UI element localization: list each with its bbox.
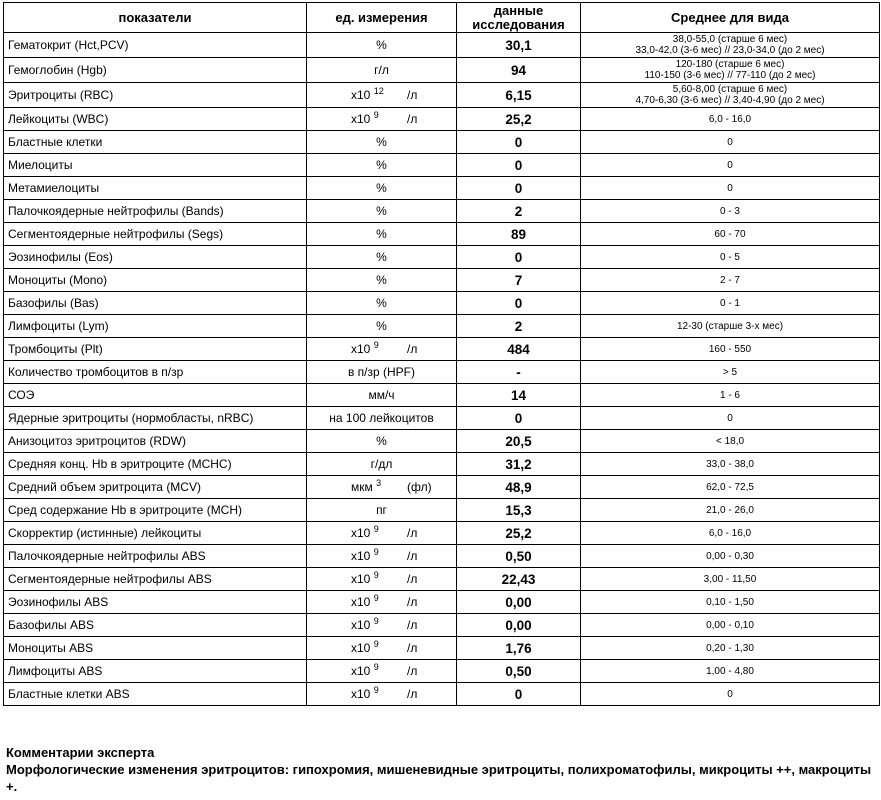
row-value: 15,3 xyxy=(457,499,581,522)
row-name: Ядерные эритроциты (нормобласты, nRBC) xyxy=(4,407,307,430)
row-reference xyxy=(581,568,880,591)
row-reference xyxy=(581,33,880,58)
unit-base: x10 xyxy=(351,572,371,586)
table-row xyxy=(4,200,880,223)
row-unit xyxy=(307,522,457,545)
reference-line: 5,60-8,00 (старше 6 мес) xyxy=(672,84,788,95)
unit-exponent: 9 xyxy=(373,639,379,649)
row-reference xyxy=(581,499,880,522)
reference-line: 33,0-42,0 (3-6 мес) // 23,0-34,0 (до 2 мес) xyxy=(635,45,825,56)
row-reference xyxy=(581,292,880,315)
row-name: Гемоглобин (Hgb) xyxy=(4,58,307,83)
row-unit xyxy=(307,108,457,131)
unit-exponent: 9 xyxy=(373,340,379,350)
row-name: Палочкоядерные нейтрофилы (Bands) xyxy=(4,200,307,223)
row-unit: в п/зр (HPF) xyxy=(307,361,457,384)
table-row xyxy=(4,315,880,338)
row-name: Сегментоядерные нейтрофилы (Segs) xyxy=(4,223,307,246)
row-name: Сегментоядерные нейтрофилы ABS xyxy=(4,568,307,591)
table-row xyxy=(4,246,880,269)
row-name: Бластные клетки ABS xyxy=(4,683,307,706)
reference-line: 0,20 - 1,30 xyxy=(706,642,754,654)
row-unit xyxy=(307,83,457,108)
row-unit: % xyxy=(307,177,457,200)
row-name: Средняя конц. Hb в эритроците (MCHC) xyxy=(4,453,307,476)
row-reference xyxy=(581,476,880,499)
row-unit: г/дл xyxy=(307,453,457,476)
row-unit: пг xyxy=(307,499,457,522)
unit-base: x10 xyxy=(351,618,371,632)
table-row xyxy=(4,545,880,568)
row-reference xyxy=(581,430,880,453)
table-row xyxy=(4,660,880,683)
table-row xyxy=(4,384,880,407)
unit-tail: /л xyxy=(407,112,418,126)
row-name: Гематокрит (Hct,PCV) xyxy=(4,33,307,58)
row-name: Эозинофилы ABS xyxy=(4,591,307,614)
reference-line: 0 - 5 xyxy=(719,251,740,263)
unit-base: x10 xyxy=(351,88,371,102)
row-reference xyxy=(581,108,880,131)
comments-text: Морфологические изменения эритроцитов: гипохромия, мишеневидные эритроциты, полихроматофилы, микроциты ++, макроциты +. xyxy=(6,762,872,794)
row-reference xyxy=(581,58,880,83)
row-value: 484 xyxy=(457,338,581,361)
table-row xyxy=(4,131,880,154)
table-row xyxy=(4,338,880,361)
reference-line: 0 xyxy=(727,688,733,700)
row-name: Количество тромбоцитов в п/зр xyxy=(4,361,307,384)
unit-exponent: 12 xyxy=(373,86,384,96)
row-unit: % xyxy=(307,154,457,177)
reference-line: > 5 xyxy=(722,366,738,378)
row-name: Моноциты ABS xyxy=(4,637,307,660)
reference-line: 0 xyxy=(727,159,733,171)
reference-line: 60 - 70 xyxy=(714,228,746,240)
reference-line: 12-30 (старше 3-х мес) xyxy=(676,320,784,332)
reference-line: 3,00 - 11,50 xyxy=(703,573,757,585)
unit-base: x10 xyxy=(351,641,371,655)
row-reference xyxy=(581,384,880,407)
row-value: 0,00 xyxy=(457,614,581,637)
row-value: 2 xyxy=(457,315,581,338)
row-name: Эозинофилы (Eos) xyxy=(4,246,307,269)
table-row xyxy=(4,591,880,614)
table-row xyxy=(4,33,880,58)
row-value: 0 xyxy=(457,246,581,269)
row-unit xyxy=(307,683,457,706)
table-row xyxy=(4,568,880,591)
row-name: Средний объем эритроцита (MCV) xyxy=(4,476,307,499)
reference-line: 6,0 - 16,0 xyxy=(708,527,752,539)
unit-exponent: 9 xyxy=(373,570,379,580)
row-value: 0,50 xyxy=(457,545,581,568)
unit-base: x10 xyxy=(351,342,371,356)
row-value: 6,15 xyxy=(457,83,581,108)
table-row xyxy=(4,223,880,246)
unit-tail: /л xyxy=(407,687,418,701)
row-value: 14 xyxy=(457,384,581,407)
reference-line: 62,0 - 72,5 xyxy=(706,481,754,493)
table-header-row xyxy=(4,3,880,33)
row-value: 22,43 xyxy=(457,568,581,591)
results-table xyxy=(3,2,880,706)
table-row xyxy=(4,407,880,430)
row-name: Лимфоциты (Lym) xyxy=(4,315,307,338)
reference-line: 160 - 550 xyxy=(708,343,752,355)
row-value: 0 xyxy=(457,292,581,315)
unit-tail: /л xyxy=(407,549,418,563)
row-unit xyxy=(307,338,457,361)
table-row xyxy=(4,177,880,200)
row-reference xyxy=(581,660,880,683)
table-row xyxy=(4,292,880,315)
reference-line: 120-180 (старше 6 мес) xyxy=(675,59,785,70)
table-row xyxy=(4,683,880,706)
row-value: 25,2 xyxy=(457,522,581,545)
row-value: 20,5 xyxy=(457,430,581,453)
unit-exponent: 3 xyxy=(376,478,382,488)
row-unit xyxy=(307,591,457,614)
reference-line: 33,0 - 38,0 xyxy=(706,458,754,470)
row-unit: г/л xyxy=(307,58,457,83)
row-unit xyxy=(307,476,457,499)
table-row xyxy=(4,269,880,292)
row-value: 89 xyxy=(457,223,581,246)
row-reference xyxy=(581,361,880,384)
table-row xyxy=(4,83,880,108)
table-row xyxy=(4,430,880,453)
row-unit: на 100 лейкоцитов xyxy=(307,407,457,430)
row-value: 25,2 xyxy=(457,108,581,131)
table-row xyxy=(4,522,880,545)
row-value: 30,1 xyxy=(457,33,581,58)
reference-line: 0,10 - 1,50 xyxy=(706,596,754,608)
row-reference xyxy=(581,269,880,292)
row-value: 0 xyxy=(457,154,581,177)
row-reference xyxy=(581,591,880,614)
reference-line: 0 xyxy=(727,182,733,194)
reference-line: 0,00 - 0,30 xyxy=(706,550,754,562)
row-name: Лейкоциты (WBC) xyxy=(4,108,307,131)
row-unit: % xyxy=(307,315,457,338)
unit-exponent: 9 xyxy=(373,593,379,603)
reference-line: 0 xyxy=(727,412,733,424)
table-row xyxy=(4,499,880,522)
row-value: 0,00 xyxy=(457,591,581,614)
table-row xyxy=(4,476,880,499)
row-reference xyxy=(581,315,880,338)
row-reference xyxy=(581,522,880,545)
reference-line: 6,0 - 16,0 xyxy=(708,113,752,125)
row-reference xyxy=(581,614,880,637)
row-value: 0 xyxy=(457,131,581,154)
row-name: Тромбоциты (Plt) xyxy=(4,338,307,361)
unit-base: x10 xyxy=(351,664,371,678)
row-name: Базофилы (Bas) xyxy=(4,292,307,315)
table-row xyxy=(4,453,880,476)
unit-base: x10 xyxy=(351,526,371,540)
row-unit xyxy=(307,637,457,660)
unit-tail: /л xyxy=(407,342,418,356)
row-unit: % xyxy=(307,223,457,246)
unit-exponent: 9 xyxy=(373,685,379,695)
row-name: Бластные клетки xyxy=(4,131,307,154)
row-reference xyxy=(581,545,880,568)
row-unit xyxy=(307,545,457,568)
row-value: 94 xyxy=(457,58,581,83)
row-value: 7 xyxy=(457,269,581,292)
reference-line: < 18,0 xyxy=(715,435,745,447)
row-unit: мм/ч xyxy=(307,384,457,407)
expert-comments xyxy=(6,744,878,795)
row-reference xyxy=(581,637,880,660)
row-unit xyxy=(307,614,457,637)
row-reference xyxy=(581,131,880,154)
row-value: 0 xyxy=(457,177,581,200)
row-unit: % xyxy=(307,33,457,58)
row-value: 0 xyxy=(457,683,581,706)
header-name: показатели xyxy=(4,3,307,33)
row-value: 1,76 xyxy=(457,637,581,660)
row-reference xyxy=(581,453,880,476)
unit-base: мкм xyxy=(351,480,373,494)
row-reference xyxy=(581,338,880,361)
row-name: Сред содержание Hb в эритроците (MCH) xyxy=(4,499,307,522)
row-reference xyxy=(581,683,880,706)
reference-line: 0 xyxy=(727,136,733,148)
reference-line: 4,70-6,30 (3-6 мес) // 3,40-4,90 (до 2 мес) xyxy=(635,95,825,106)
unit-base: x10 xyxy=(351,549,371,563)
unit-tail: /л xyxy=(407,595,418,609)
unit-tail: (фл) xyxy=(407,480,432,494)
unit-tail: /л xyxy=(407,664,418,678)
unit-base: x10 xyxy=(351,112,371,126)
reference-line: 1,00 - 4,80 xyxy=(706,665,754,677)
unit-exponent: 9 xyxy=(373,662,379,672)
row-value: 48,9 xyxy=(457,476,581,499)
unit-exponent: 9 xyxy=(373,110,379,120)
row-unit: % xyxy=(307,246,457,269)
unit-base: x10 xyxy=(351,595,371,609)
row-unit: % xyxy=(307,292,457,315)
row-value: 2 xyxy=(457,200,581,223)
unit-tail: /л xyxy=(407,618,418,632)
row-name: Скорректир (истинные) лейкоциты xyxy=(4,522,307,545)
row-reference xyxy=(581,223,880,246)
row-unit: % xyxy=(307,269,457,292)
row-reference xyxy=(581,246,880,269)
row-name: Метамиелоциты xyxy=(4,177,307,200)
unit-tail: /л xyxy=(407,641,418,655)
row-unit: % xyxy=(307,200,457,223)
header-unit: ед. измерения xyxy=(307,3,457,33)
table-row xyxy=(4,58,880,83)
row-name: Анизоцитоз эритроцитов (RDW) xyxy=(4,430,307,453)
row-reference xyxy=(581,154,880,177)
unit-tail: /л xyxy=(407,526,418,540)
unit-exponent: 9 xyxy=(373,524,379,534)
unit-tail: /л xyxy=(407,572,418,586)
header-ref: Среднее для вида xyxy=(581,3,880,33)
row-value: 0,50 xyxy=(457,660,581,683)
unit-exponent: 9 xyxy=(373,547,379,557)
header-value: данные исследования xyxy=(457,3,581,33)
reference-line: 21,0 - 26,0 xyxy=(706,504,754,516)
table-row xyxy=(4,108,880,131)
row-name: СОЭ xyxy=(4,384,307,407)
row-name: Моноциты (Mono) xyxy=(4,269,307,292)
row-unit xyxy=(307,568,457,591)
row-value: - xyxy=(457,361,581,384)
row-value: 0 xyxy=(457,407,581,430)
row-value: 31,2 xyxy=(457,453,581,476)
row-reference xyxy=(581,407,880,430)
comments-title: Комментарии эксперта xyxy=(6,745,155,760)
row-reference xyxy=(581,83,880,108)
row-unit: % xyxy=(307,430,457,453)
reference-line: 2 - 7 xyxy=(719,274,740,286)
row-name: Базофилы ABS xyxy=(4,614,307,637)
table-row xyxy=(4,637,880,660)
row-name: Миелоциты xyxy=(4,154,307,177)
unit-exponent: 9 xyxy=(373,616,379,626)
reference-line: 1 - 6 xyxy=(719,389,740,401)
row-name: Эритроциты (RBC) xyxy=(4,83,307,108)
reference-line: 0,00 - 0,10 xyxy=(706,619,754,631)
unit-tail: /л xyxy=(407,88,418,102)
row-reference xyxy=(581,177,880,200)
row-unit xyxy=(307,660,457,683)
table-row xyxy=(4,614,880,637)
row-name: Лимфоциты ABS xyxy=(4,660,307,683)
row-reference xyxy=(581,200,880,223)
row-name: Палочкоядерные нейтрофилы ABS xyxy=(4,545,307,568)
table-row xyxy=(4,154,880,177)
reference-line: 0 - 3 xyxy=(719,205,740,217)
reference-line: 0 - 1 xyxy=(719,297,740,309)
unit-base: x10 xyxy=(351,687,371,701)
row-unit: % xyxy=(307,131,457,154)
reference-line: 38,0-55,0 (старше 6 мес) xyxy=(672,34,788,45)
table-row xyxy=(4,361,880,384)
reference-line: 110-150 (3-6 мес) // 77-110 (до 2 мес) xyxy=(644,70,816,81)
